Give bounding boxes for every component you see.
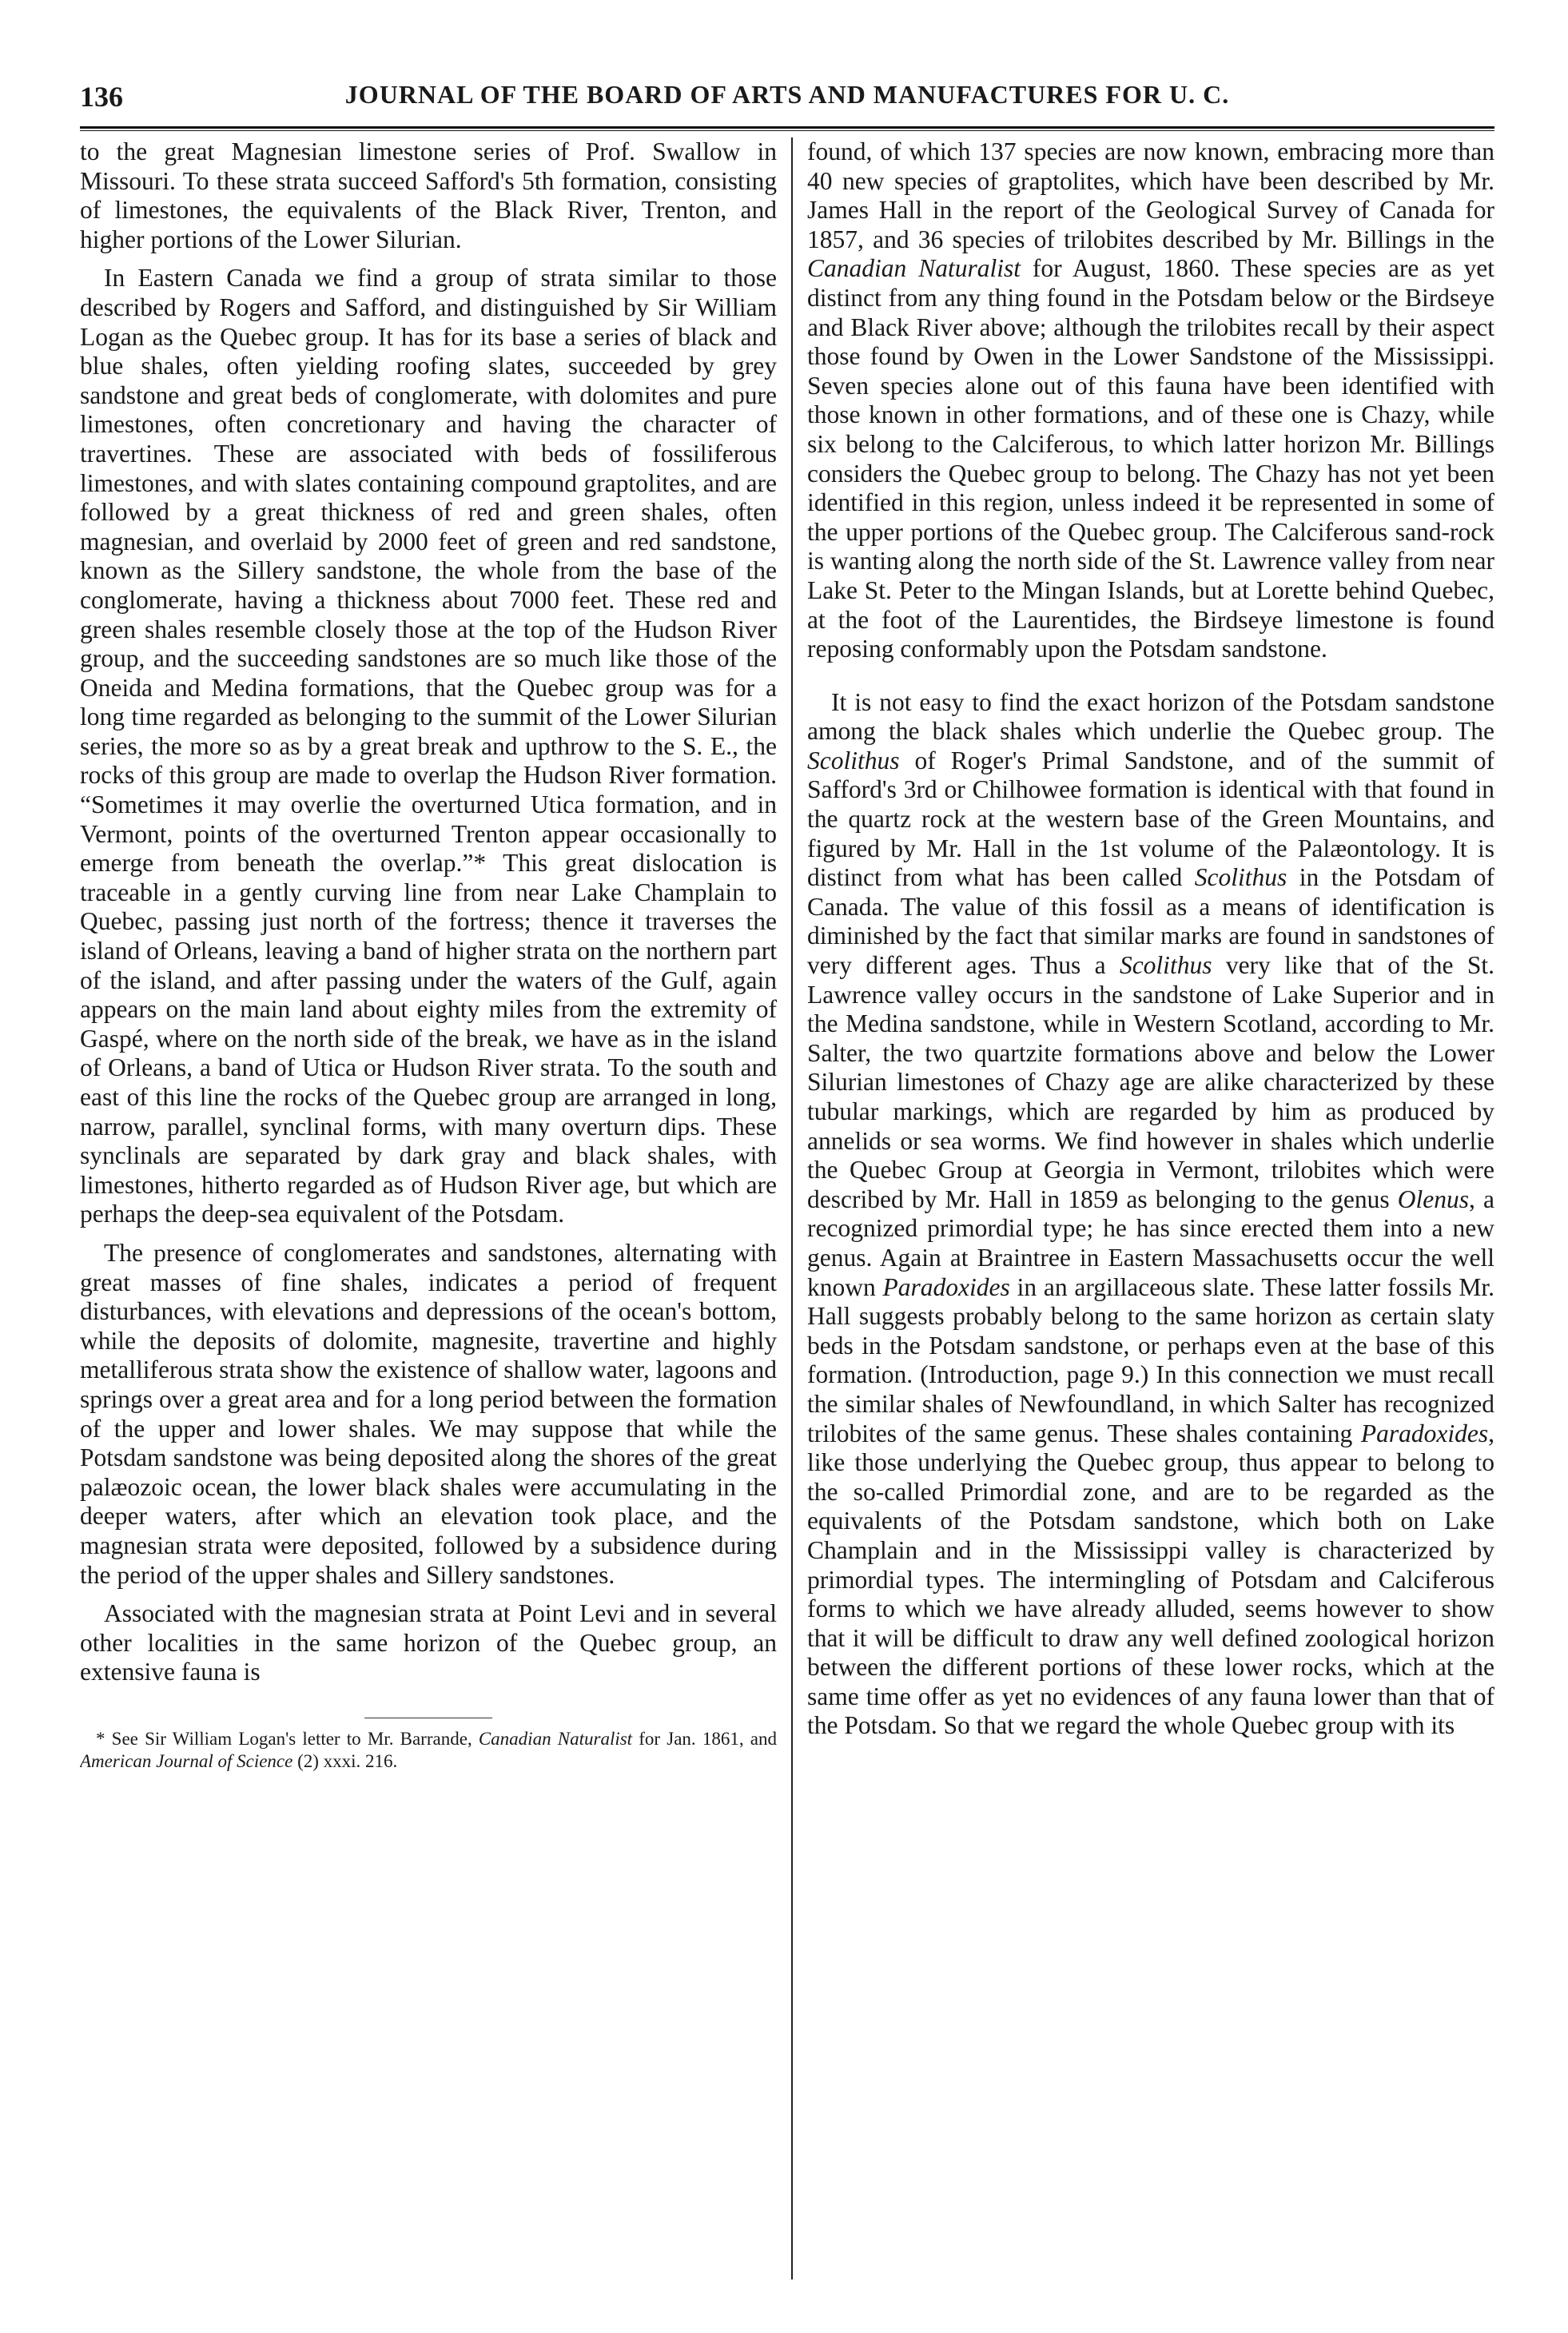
text-run: in the Potsdam of Canada. The value of this fossil as a means of identification is diminished by the fact that similar marks are found in sandstones of very different ages. Thus a: [807, 863, 1494, 980]
footnote-text-1: * See Sir William Logan's letter to Mr. Barrande,: [96, 1728, 479, 1749]
left-column: [80, 137, 777, 2279]
footnote-text-2: for Jan. 1861, and: [632, 1728, 777, 1749]
journal-title: JOURNAL OF THE BOARD OF ARTS AND MANUFACTURES FOR U. C.: [344, 80, 1230, 109]
text-run: , a recognized primordial type; he has since erected them into a new genus. Again at Braintree in Eastern Massachusetts occur the well known: [807, 1184, 1494, 1301]
text-run: found, of which 137 species are now known, embracing more than 40 new species of graptolites, which have been described by Mr. James Hall in the report of the Geological Survey of Canada for 1857, and 36 species of trilobites described by Mr. Billings in the: [807, 137, 1494, 253]
column-divider: [791, 137, 793, 2279]
italic-run: Olenus: [1397, 1184, 1470, 1213]
text-run: , like those underlying the Quebec group, thus appear to belong to the so-called Primordial zone, and are to be regarded as the equivalents of the Potsdam sandstone, which both on Lake Champlain and in the Mississippi valley is characterized by primordial types. The intermingling of Potsdam and Calciferous forms to which we have already alluded, seems however to show that it will be difficult to draw any well defined zoological horizon between the different portions of these lower rocks, which at the same time offer as yet no evidences of any fauna lower than that of the Potsdam. So that we regard the whole Quebec group with its: [807, 1419, 1494, 1740]
text-run: for August, 1860. These species are as yet distinct from any thing found in the Potsdam below or the Birdseye and Black River above; although the trilobites recall by their aspect those found by Owen in the Lower Sandstone of the Mississippi. Seven species alone out of this fauna have been identified with those known in other formations, and of these one is Chazy, while six belong to the Calciferous, to which latter horizon Mr. Billings considers the Quebec group to belong. The Chazy has not yet been identified in this region, unless indeed it be represented in some of the upper portions of the Quebec group. The Calciferous sand-rock is wanting along the north side of the St. Lawrence valley from near Lake St. Peter to the Mingan Islands, but at Lorette behind Quebec, at the foot of the Laurentides, the Birdseye limestone is found reposing conformably upon the Potsdam sandstone.: [807, 254, 1494, 663]
text-run: of Roger's Primal Sandstone, and of the summit of Safford's 3rd or Chilhowee formation is identical with that found in the quartz rock at the western base of the Green Mountains, and figured by Mr. Hall in the 1st volume of the Palæontology. It is distinct from what has been called: [807, 746, 1494, 892]
footnote-journal-2: American Journal of Science: [80, 1750, 293, 1771]
text-run: very like that of the St. Lawrence valley occurs in the sandstone of Lake Superior and in the Medina sandstone, while in Western Scotland, according to Mr. Salter, the two quartzite formations above and below the Lower Silurian limestones of Chazy age are alike characterized by these tubular markings, which are regarded by him as produced by annelids or sea worms. We find however in shales which underlie the Quebec Group at Georgia in Vermont, trilobites which were described by Mr. Hall in 1859 as belonging to the genus: [807, 951, 1494, 1213]
page-header: [80, 80, 1494, 128]
right-paragraph-2: [807, 688, 1494, 1741]
footnote-journal-1: Canadian Naturalist: [478, 1728, 633, 1749]
italic-run: Canadian Naturalist: [807, 254, 1021, 283]
text-run: in an argillaceous slate. These latter fossils Mr. Hall suggests probably belong to the same horizon as certain slaty beds in the Potsdam sandstone, or perhaps even at the base of this formation. (Introduction, page 9.) In this connection we must recall the similar shales of Newfoundland, in which Salter has recognized trilobites of the same genus. These shales containing: [807, 1272, 1494, 1447]
left-paragraph-3: The presence of conglomerates and sandstones, alternating with great masses of fine shales, indicates a period of frequent disturbances, with elevations and depressions of the ocean's bottom, while the deposits of dolomite, magnesite, travertine and highly metalliferous strata show the existence of shallow water, lagoons and springs over a great area and for a long period between the formation of the upper and lower shales. We may suppose that while the Potsdam sandstone was being deposited along the shores of the great palæozoic ocean, the lower black shales were accumulating in the deeper waters, after which an elevation took place, and the magnesian strata were deposited, followed by a subsidence during the period of the upper shales and Sillery sandstones.: [80, 1238, 777, 1589]
italic-run: Paradoxides: [1360, 1419, 1489, 1447]
footnote: [80, 1728, 777, 1773]
italic-run: Paradoxides: [882, 1272, 1010, 1301]
page-number: 136: [80, 81, 123, 113]
right-column: [807, 137, 1494, 2279]
text-run: It is not easy to find the exact horizon of the Potsdam sandstone among the black shales which underlie the Quebec group. The: [807, 687, 1494, 746]
header-rule: [80, 126, 1494, 131]
italic-run: Scolithus: [1119, 951, 1212, 980]
italic-run: Scolithus: [807, 746, 900, 774]
right-paragraph-1: [807, 137, 1494, 664]
italic-run: Scolithus: [1194, 863, 1287, 892]
left-paragraph-1: to the great Magnesian limestone series of Prof. Swallow in Missouri. To these strata succeed Safford's 5th formation, consisting of limestones, the equivalents of the Black River, Trenton, and higher portions of the Lower Silurian.: [80, 137, 777, 253]
left-paragraph-4: Associated with the magnesian strata at Point Levi and in several other localities in the same horizon of the Quebec group, an extensive fauna is: [80, 1599, 777, 1686]
left-paragraph-2: In Eastern Canada we find a group of strata similar to those described by Rogers and Safford, and distinguished by Sir William Logan as the Quebec group. It has for its base a series of black and blue shales, often yielding roofing slates, succeeded by grey sandstone and great beds of conglomerate, with dolomites and pure limestones, often concretionary and having the character of travertines. These are associated with beds of fossiliferous limestones, and with slates containing compound graptolites, and are followed by a great thickness of red and green shales, often magnesian, and overlaid by 2000 feet of green and red sandstone, known as the Sillery sandstone, the whole from the base of the conglomerate, having a thickness about 7000 feet. These red and green shales resemble closely those at the top of the Hudson River group, and the succeeding sandstones are so much like those of the Oneida and Medina formations, that the Quebec group was for a long time regarded as belonging to the summit of the Lower Silurian series, the more so as by a great break and upthrow to the S. E., the rocks of this group are made to overlap the Hudson River formation. “Sometimes it may overlie the overturned Utica formation, and in Vermont, points of the overturned Trenton appear occasionally to emerge from beneath the overlap.”* This great dislocation is traceable in a gently curving line from near Lake Champlain to Quebec, passing just north of the fortress; thence it traverses the island of Orleans, leaving a band of higher strata on the northern part of the island, and after passing under the waters of the Gulf, again appears on the main land about eighty miles from the extremity of Gaspé, where on the north side of the break, we have as in the island of Orleans, a band of Utica or Hudson River strata. To the south and east of this line the rocks of the Quebec group are arranged in long, narrow, parallel, synclinal forms, with many overturn dips. These synclinals are separated by dark gray and black shales, with limestones, hitherto regarded as of Hudson River age, but which are perhaps the deep-sea equivalent of the Potsdam.: [80, 264, 777, 1228]
footnote-text-3: (2) xxxi. 216.: [293, 1750, 398, 1771]
